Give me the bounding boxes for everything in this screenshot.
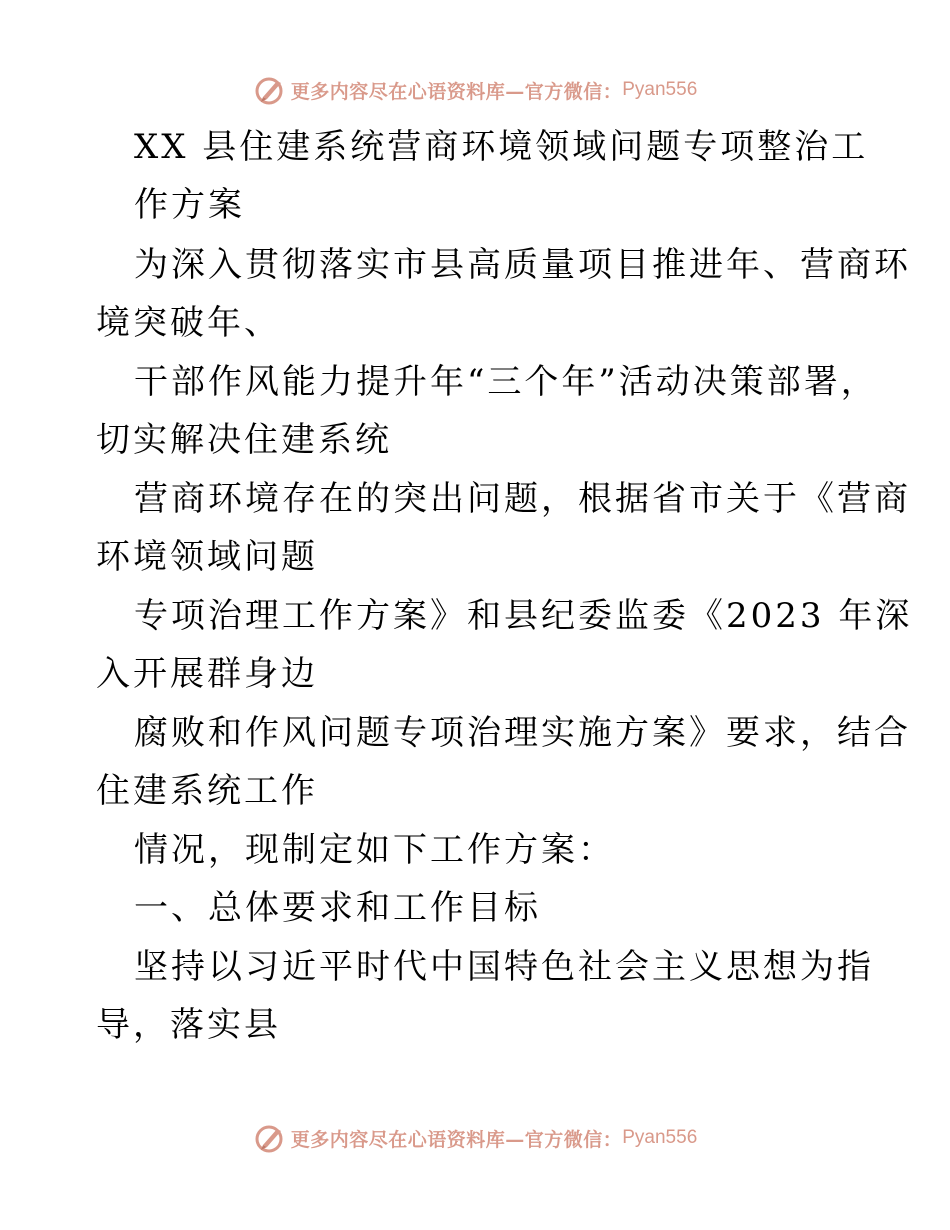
pen-circle-icon xyxy=(253,1121,287,1155)
watermark-text: 更多内容尽在心语资料库—官方微信： xyxy=(290,1128,623,1151)
paragraph-line: 境突破年、 xyxy=(96,303,281,343)
document-title-line-1: XX 县住建系统营商环境领域问题专项整治工 xyxy=(134,127,869,167)
paragraph-line: 专项治理工作方案》和县纪委监委《2023 年深 xyxy=(134,596,913,636)
paragraph-line: 入开展群身边 xyxy=(96,654,318,694)
paragraph-line: 导，落实县 xyxy=(96,1005,281,1045)
paragraph-line: 腐败和作风问题专项治理实施方案》要求，结合 xyxy=(134,713,911,753)
footer-watermark xyxy=(0,1118,950,1158)
paragraph-line: 环境领域问题 xyxy=(96,537,318,577)
paragraph-line: 干部作风能力提升年“三个年”活动决策部署， xyxy=(134,362,878,402)
paragraph-line: 为深入贯彻落实市县高质量项目推进年、营商环 xyxy=(134,245,911,285)
paragraph-line: 情况，现制定如下工作方案： xyxy=(134,830,615,870)
paragraph-line: 营商环境存在的突出问题，根据省市关于《营商 xyxy=(134,479,911,519)
section-heading: 一、总体要求和工作目标 xyxy=(134,888,541,928)
paragraph-line: 坚持以习近平时代中国特色社会主义思想为指 xyxy=(134,947,874,987)
paragraph-line: 切实解决住建系统 xyxy=(96,420,392,460)
watermark-brand: Pyan556 xyxy=(622,79,698,100)
watermark-text: 更多内容尽在心语资料库—官方微信： xyxy=(290,80,623,103)
document-title-line-2: 作方案 xyxy=(134,185,245,225)
paragraph-line: 住建系统工作 xyxy=(96,771,318,811)
watermark-brand: Pyan556 xyxy=(622,1127,698,1148)
